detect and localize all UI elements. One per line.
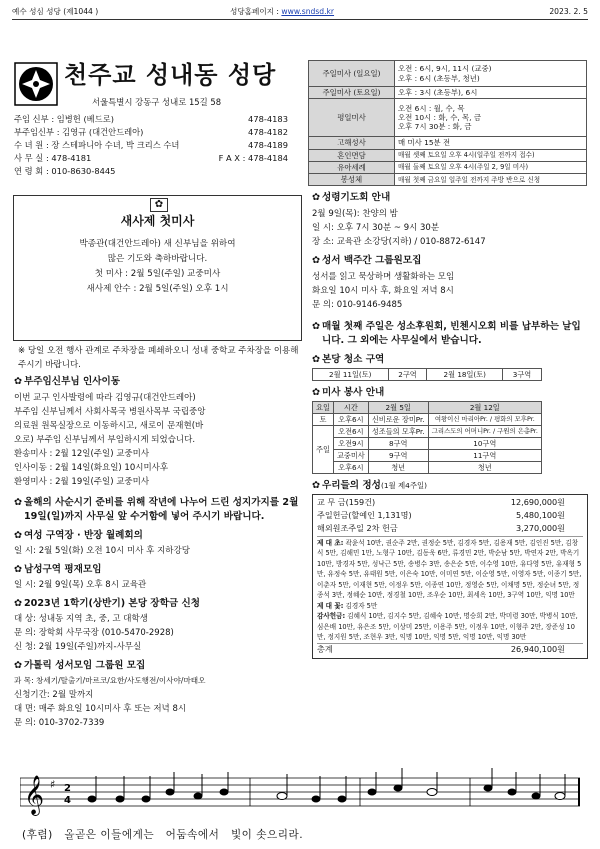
section-title xyxy=(14,598,304,610)
mass-head: 유아세례 xyxy=(309,161,395,173)
section-title xyxy=(312,255,588,267)
flower-icon: ✿ xyxy=(312,320,321,332)
table-cell: 오후6시 xyxy=(333,413,368,425)
text-line: 일 시: 2월 9일(목) 오후 8시 교육관 xyxy=(14,579,147,590)
mass-lines xyxy=(395,61,587,87)
money-row xyxy=(317,497,583,510)
text-line: 장 소: 교육관 소강당(지하) / 010-8872-6147 xyxy=(312,236,486,247)
text-line: 문 의: 010-3702-7339 xyxy=(14,717,105,728)
donor-text: 김경자 5만 xyxy=(345,601,378,610)
text-line: 환영미사 : 2월 19일(주일) 교중미사 xyxy=(14,476,150,487)
flower-icon: ✿ xyxy=(312,192,321,203)
staff-row xyxy=(14,166,304,179)
table-cell: 10구역 xyxy=(428,437,541,449)
table-cell: 주일 xyxy=(313,425,334,473)
first-mass-line: 많은 기도와 축하바랍니다. xyxy=(107,254,208,264)
section-title xyxy=(312,354,588,366)
text-line: 인사이동 : 2월 14일(화요일) 10시미사후 xyxy=(14,462,169,473)
text-line: 대 상: 성내동 지역 초, 중, 고 대학생 xyxy=(14,613,148,624)
text-line: 2월 9일(목): 찬양의 밤 xyxy=(312,208,398,219)
table-cell: 청년 xyxy=(368,461,428,473)
mass-line: 오전 6시 : 월, 수, 목 xyxy=(398,103,465,113)
money-label: 주일헌금(할예인 1,131명) xyxy=(317,509,412,520)
text-line: 대 면: 매주 화요일 10시미사 후 또는 저녁 8시 xyxy=(14,703,187,714)
staff-row xyxy=(14,153,304,166)
text-line: 성서를 읽고 묵상하며 생활화하는 모임 xyxy=(312,271,455,282)
staff-phone: F A X : 478-4184 xyxy=(218,153,288,163)
table-cell: 2월 11일(토) xyxy=(313,368,389,380)
table-header: 요일 xyxy=(313,401,334,413)
bulletin-date: 2023. 2. 5 xyxy=(549,7,588,16)
section-body xyxy=(312,270,588,312)
money-value: 12,690,000원 xyxy=(510,496,565,507)
table-header: 2월 5일 xyxy=(368,401,428,413)
section-title-text: 남성구역 평재모임 xyxy=(24,563,102,575)
table-cell: 11구역 xyxy=(428,449,541,461)
section-title-text: 여성 구역장 · 반장 월례회의 xyxy=(24,529,143,541)
mass-line: 오후 : 6시 (초등부, 청년) xyxy=(398,73,480,83)
table-cell: 그리스도의 어머니Pr. / 구원의 은총Pr. xyxy=(428,425,541,437)
mass-line: 오전 : 6시, 9시, 11시 (교중) xyxy=(398,64,492,74)
section-title xyxy=(312,480,588,492)
donor-label: 감사헌금: xyxy=(317,612,346,621)
donor-list xyxy=(317,536,583,601)
offering-subtitle: (1월 제4주일) xyxy=(380,480,428,490)
staff-row xyxy=(14,114,304,127)
staff-label: 연 령 회 : 010-8630-8445 xyxy=(14,166,116,176)
table-cell: 오전9시 xyxy=(333,437,368,449)
staff-phone: 478-4189 xyxy=(248,140,288,150)
section-title xyxy=(312,387,588,399)
left-sections xyxy=(14,376,304,730)
section-body xyxy=(312,207,588,249)
first-mass-line: 새사제 안수 : 2월 5일(주일) 오후 1시 xyxy=(86,284,229,294)
donor-label: 제 대 꽃: xyxy=(317,601,344,610)
table-row xyxy=(313,401,542,413)
section-body xyxy=(14,391,304,489)
table-row xyxy=(309,174,587,186)
staff-row xyxy=(14,140,304,153)
text-line: 일 시: 오후 7시 30분 ~ 9시 30분 xyxy=(312,222,440,233)
table-row xyxy=(309,149,587,161)
table-row xyxy=(309,137,587,149)
lyrics: (후렴) 올곧은 이들에게는 어둠속에서 빛이 솟으리라. xyxy=(22,829,304,841)
table-row xyxy=(313,449,542,461)
mass-line: 매월 첫째 금요일 일주일 전까지 주방 반으로 신청 xyxy=(395,174,587,186)
section-title-text: 부주임신부님 인사이동 xyxy=(24,376,121,387)
section-body xyxy=(14,674,304,730)
table-cell: 오전6시 xyxy=(333,425,368,437)
first-mass-line: 박종관(대건안드레아) 새 신부님을 위하여 xyxy=(79,239,236,249)
section-title-text: 성서 백주간 그룹원모집 xyxy=(322,254,422,266)
table-row xyxy=(309,99,587,137)
flower-icon: ✿ xyxy=(14,529,23,541)
donor-text: 김혜식 10만, 김지수 5만, 김혜숙 10만, 명승희 2만, 박미령 30만, 박병식 10만, 심은배 10만, 유은조 5만, 이상미 25만, 이용주 5만, 이정우 10만, 이형주 2만, 장준성 10만, 정지원 5만, 조현우 3만, 익명 10만, 익명 5만, 익명 10만, 익명 30만 xyxy=(317,612,578,642)
money-value: 3,270,000원 xyxy=(515,522,565,533)
staff-phone: 478-4182 xyxy=(248,127,288,137)
homepage-link[interactable]: www.sndsd.kr xyxy=(281,7,335,16)
bulletin-number: 예수 성심 성당 (제1044 ) xyxy=(12,7,99,16)
section-title-text: 우리들의 정성 xyxy=(322,479,381,491)
staff-label: 주임 신부 : 임병헌 (베드로) xyxy=(14,114,114,124)
table-cell: 청년 xyxy=(428,461,541,473)
table-header: 2월 12일 xyxy=(428,401,541,413)
church-title: 천주교 성내동 성당 xyxy=(64,61,277,89)
flower-icon: ✿ xyxy=(312,479,321,491)
svg-text:4: 4 xyxy=(64,795,71,806)
notice-text: 매월 첫째 주일은 성소후원회, 빈첸시오회 비를 납부하는 날입니다. 그 외에는 사무실에서 받습니다. xyxy=(322,320,581,346)
church-address: 서울특별시 강동구 성내로 15길 58 xyxy=(92,97,222,107)
donor-list xyxy=(317,611,583,643)
text-line: 과 목: 창세기/탈출기/마르코/요한/사도행전/이사야/마태오 xyxy=(14,675,206,685)
table-cell: 3구역 xyxy=(503,368,542,380)
mass-schedule-table xyxy=(308,60,587,186)
first-mass-line: 첫 미사 : 2월 5일(주일) 교중미사 xyxy=(94,269,221,279)
money-label: 교 무 금(159건) xyxy=(317,496,376,507)
money-row xyxy=(317,523,583,536)
mass-head: 평일미사 xyxy=(309,99,395,137)
text-line: 오로) 부주임 신부님께서 부임하시게 되었습니다. xyxy=(14,434,196,445)
service-table xyxy=(312,401,542,474)
mass-line: 매월 셋째 토요일 오후 4시(일주일 전까지 접수) xyxy=(395,149,587,161)
table-row xyxy=(313,368,542,380)
section-title-text: 본당 청소 구역 xyxy=(322,353,385,365)
table-row xyxy=(313,461,542,473)
section-title-text: 미사 봉사 안내 xyxy=(322,386,385,398)
money-label: 해외원조주일 2차 헌금 xyxy=(317,522,398,533)
section-body xyxy=(14,612,304,654)
table-row xyxy=(313,413,542,425)
flower-icon: ✿ xyxy=(14,659,23,671)
homepage-label xyxy=(230,7,334,16)
text-line: 문 의: 장학회 사무국장 (010-5470-2928) xyxy=(14,627,174,638)
first-mass-box xyxy=(13,195,302,341)
flower-icon: ✿ xyxy=(14,496,23,508)
money-value: 5,480,100원 xyxy=(515,509,565,520)
section-title xyxy=(14,660,304,672)
section-title xyxy=(14,530,304,542)
section-title xyxy=(14,564,304,576)
table-cell: 2월 18일(토) xyxy=(427,368,503,380)
mass-head: 주일미사 (토요일) xyxy=(309,87,395,99)
mass-line: 오후 : 3시 (초등부), 6시 xyxy=(395,87,587,99)
money-row xyxy=(317,510,583,523)
table-row xyxy=(309,87,587,99)
table-cell: 성조들의 모후Pr. xyxy=(368,425,428,437)
text-line: 화요일 10시 미사 후, 화요일 저녁 8시 xyxy=(312,285,454,296)
table-header: 시간 xyxy=(333,401,368,413)
flower-icon: ✿ xyxy=(312,353,321,365)
mass-line: 오후 7시 30분 : 화, 금 xyxy=(398,122,472,132)
table-cell: 9구역 xyxy=(368,449,428,461)
flower-icon: ✿ xyxy=(14,597,23,609)
section-title xyxy=(14,376,304,388)
table-cell: 2구역 xyxy=(388,368,427,380)
table-row xyxy=(313,437,542,449)
svg-text:𝄞: 𝄞 xyxy=(24,775,45,815)
table-row xyxy=(313,425,542,437)
section-title-text: 올해의 사순시기 준비를 위해 작년에 나누어 드린 성지가지를 2월 19일(일)까지 사무실 앞 수거함에 넣어 주시기 바랍니다. xyxy=(24,496,299,522)
section-title-text: 가톨릭 성서모임 그룹원 모집 xyxy=(24,659,146,671)
section-title-text: 성령기도회 안내 xyxy=(322,192,391,203)
staff-list xyxy=(14,114,304,179)
offering-box xyxy=(312,494,588,659)
table-cell: 교중미사 xyxy=(333,449,368,461)
church-logo-icon xyxy=(14,62,58,106)
table-cell: 오후6시 xyxy=(333,461,368,473)
text-line: 문 의: 010-9146-9485 xyxy=(312,299,403,310)
svg-text:♯: ♯ xyxy=(50,778,56,791)
flower-icon: ✿ xyxy=(14,563,23,575)
music-staff-icon xyxy=(20,768,580,818)
table-row xyxy=(309,61,587,87)
total-label: 총계 xyxy=(317,643,333,654)
section-title xyxy=(312,320,588,348)
mass-head: 고해성사 xyxy=(309,137,395,149)
music-score xyxy=(20,768,580,818)
page-header xyxy=(12,6,588,20)
svg-text:2: 2 xyxy=(64,783,71,794)
homepage-label-text: 성당홈페이지 : xyxy=(230,7,282,16)
table-cell: 여왕이신 마리아Pr. / 평화의 모후Pr. xyxy=(428,413,541,425)
donor-label: 제 대 초: xyxy=(317,538,344,547)
table-cell: 8구역 xyxy=(368,437,428,449)
parking-note: ※ 당일 오전 행사 관계로 주차장을 폐쇄하오니 성내 중학교 주차장을 이용해주시기 바랍니다. xyxy=(18,346,299,370)
cleaning-table xyxy=(312,368,542,381)
section-title xyxy=(312,192,588,204)
flower-icon: ✿ xyxy=(14,376,23,387)
mass-line: 매 미사 15분 전 xyxy=(395,137,587,149)
staff-row xyxy=(14,127,304,140)
text-line: 일 시: 2월 5일(화) 오전 10시 미사 후 지하강당 xyxy=(14,545,190,556)
mass-line: 오전 10시 : 화, 수, 목, 금 xyxy=(398,113,482,123)
staff-phone: 478-4183 xyxy=(248,114,288,124)
celebration-icon: ✿ xyxy=(150,198,168,212)
section-title xyxy=(14,496,304,524)
total-row xyxy=(317,643,583,656)
first-mass-title: 새사제 첫미사 xyxy=(120,214,195,228)
mass-lines xyxy=(395,99,587,137)
staff-label: 수 녀 원 : 장 스테파니아 수녀, 박 크리스 수녀 xyxy=(14,140,180,150)
donor-text: 곽윤석 10만, 권순주 2만, 권정순 5만, 김경자 5만, 김용재 5만, 김인진 5만, 김창식 5만, 김해민 1만, 노형구 10만, 김동욱 6만, 류경민 2만, 박순남 5만, 박연자 2만, 박옥기 10만, 방경자 5만, 성낙근 5만, 송병수 3만, 송은순 5만, 이수영 10만, 유다영 5만, 유재형 5만, 유정숙 5만, 유태원 5만, 이은숙 10만, 이미연 5만, 이순영 5만, 이영자 5만, 이종기 5만, 이춘자 5만, 이재현 5만, 이정우 5만, 이종연 10만, 정영순 5만, 이채명 5만, 정순녀 5만, 정종석 3만, 정혜순 10만, 정경철 10만, 조우순 10만, 최세옥 10만, 3구역 10만, 익명 10만 xyxy=(317,538,582,600)
text-line: 이번 교구 인사발령에 따라 김영규(대건안드레아) xyxy=(14,392,196,403)
mass-line: 매월 둘째 토요일 오후 4시(주일 2, 9일 미사) xyxy=(395,161,587,173)
staff-label: 사 무 실 : 478-4181 xyxy=(14,153,92,163)
total-value: 26,940,100원 xyxy=(510,643,565,654)
text-line: 신청기간: 2월 말까지 xyxy=(14,689,94,700)
staff-label: 부주임신부 : 김영규 (대건안드레아) xyxy=(14,127,144,137)
mass-head: 봉성체 xyxy=(309,174,395,186)
table-cell: 신비로운 장미Pr. xyxy=(368,413,428,425)
text-line: 환송미사 : 2월 12일(주일) 교중미사 xyxy=(14,448,150,459)
text-line: 신 청: 2월 19일(주일)까지-사무실 xyxy=(14,641,142,652)
right-sections xyxy=(312,192,588,659)
table-row xyxy=(309,161,587,173)
table-cell: 토 xyxy=(313,413,334,425)
text-line: 부주임 신부님께서 사회사목국 병원사목부 국립중앙 xyxy=(14,406,206,417)
mass-head: 주일미사 (일요일) xyxy=(309,61,395,87)
donor-list xyxy=(317,601,583,612)
flower-icon: ✿ xyxy=(312,386,321,398)
section-title-text: 2023년 1학기(상반기) 본당 장학금 신청 xyxy=(24,597,200,609)
flower-icon: ✿ xyxy=(312,254,321,266)
text-line: 의료원 원목실장으로 이동하시고, 새로이 문재현(바 xyxy=(14,420,204,431)
mass-head: 혼인면담 xyxy=(309,149,395,161)
